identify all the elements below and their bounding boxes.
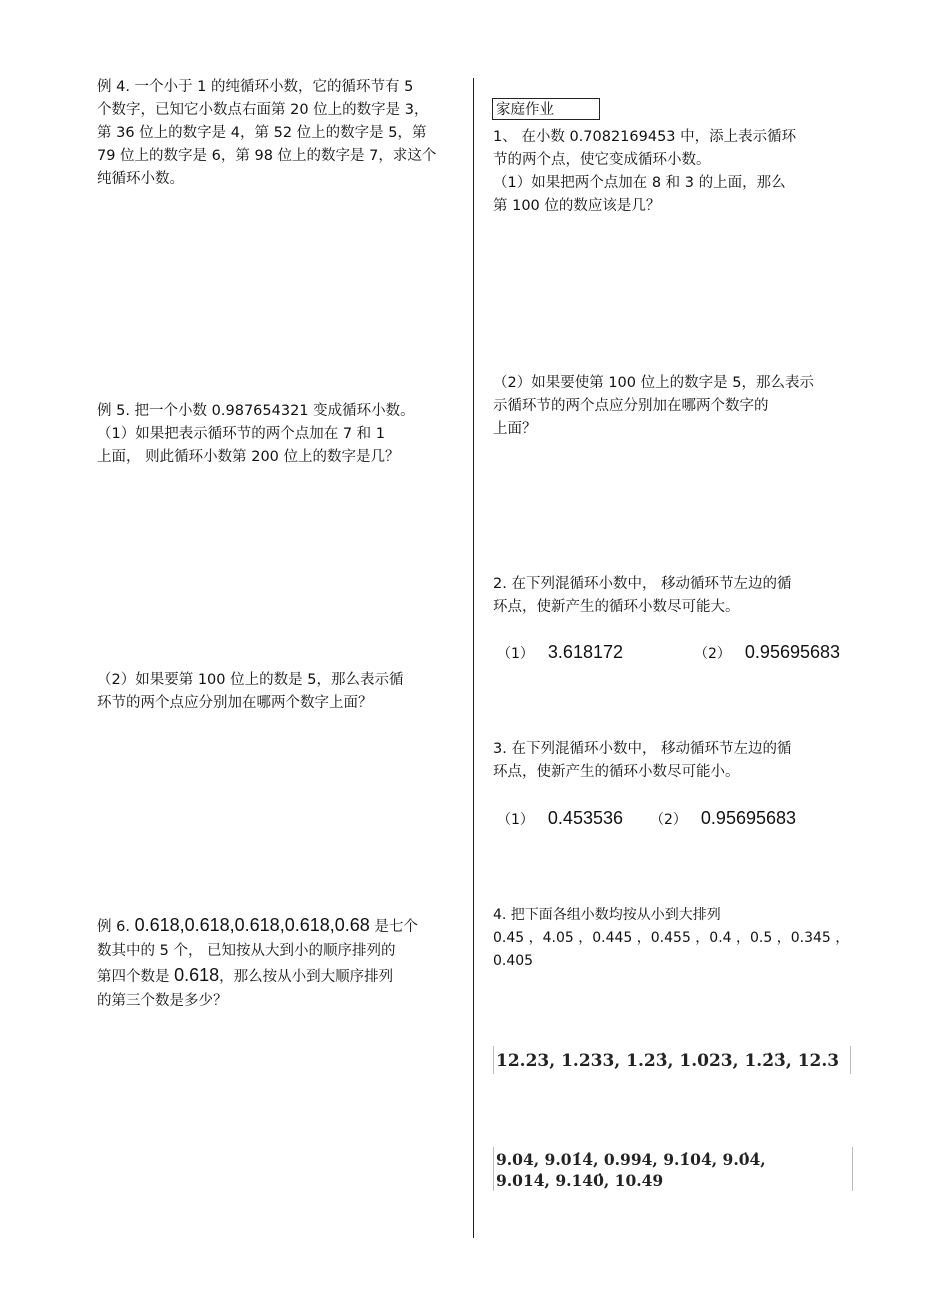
decimal-set-line: 9.04, 9.01̇4̇, 0.994, 9.1̇04̇, 9.0̇4̇, bbox=[496, 1150, 766, 1169]
example-6-text: 第四个数是 bbox=[97, 969, 175, 985]
question-1-part-2 bbox=[493, 372, 814, 441]
item-value: 0.95695683 bbox=[744, 642, 841, 662]
question-4 bbox=[493, 904, 849, 973]
item-label: （1） bbox=[497, 646, 534, 662]
question-3-item bbox=[497, 808, 623, 829]
question-1-line: 第 100 位的数应该是几？ bbox=[493, 198, 661, 214]
example-6-line: 数其中的 5 个， 已知按从大到小的顺序排列的 bbox=[97, 943, 396, 959]
question-1-part-2-line: 示循环节的两个点应分别加在哪两个数字的 bbox=[493, 398, 769, 414]
example-4-line: 纯循环小数。 bbox=[97, 171, 184, 187]
example-5 bbox=[97, 400, 415, 469]
question-2-line: 环点，使新产生的循环小数尽可能大。 bbox=[493, 599, 740, 615]
question-2-item bbox=[694, 642, 840, 663]
example-4 bbox=[97, 76, 436, 191]
decimal-set-image-1: 12.23, 1.233, 1.23̇, 1.023, 1.2̇3̇, 12.3 bbox=[493, 1046, 851, 1074]
item-value: 0.95695683 bbox=[700, 808, 797, 828]
decimal-set-image-2 bbox=[493, 1147, 853, 1191]
question-1-part-2-line: 上面？ bbox=[493, 421, 537, 437]
example-6-text: ，那么按从小到大顺序排列 bbox=[219, 969, 394, 985]
question-1-line: 1、 在小数 0.7082169453 中，添上表示循环 bbox=[493, 129, 797, 145]
question-2-item bbox=[497, 642, 623, 663]
question-4-line: 0.405 bbox=[493, 953, 534, 969]
example-6-line: 的第三个数是多少？ bbox=[97, 993, 228, 1009]
example-5-part-2-line: 环节的两个点应分别加在哪两个数字上面？ bbox=[97, 695, 373, 711]
item-label: （1） bbox=[497, 812, 534, 828]
example-6 bbox=[97, 913, 418, 1013]
example-4-line: 例 4. 一个小于 1 的纯循环小数，它的循环节有 5 bbox=[97, 79, 414, 95]
question-4-line: 0.45 ，4.05 ，0.445 ，0.455 ，0.4 ，0.5 ，0.345 ， bbox=[493, 930, 850, 946]
question-3-item bbox=[650, 808, 796, 829]
example-5-line: （1）如果把表示循环节的两个点加在 7 和 1 bbox=[97, 426, 386, 442]
question-1-line: 节的两个点，使它变成循环小数。 bbox=[493, 152, 711, 168]
question-1-line: （1）如果把两个点加在 8 和 3 的上面，那么 bbox=[493, 175, 786, 191]
question-2-line: 2. 在下列混循环小数中， 移动循环节左边的循 bbox=[493, 576, 792, 592]
example-4-line: 第 36 位上的数字是 4，第 52 位上的数字是 5，第 bbox=[97, 125, 427, 141]
column-divider bbox=[473, 78, 474, 1238]
homework-title: 家庭作业 bbox=[492, 98, 600, 120]
question-3-line: 3. 在下列混循环小数中， 移动循环节左边的循 bbox=[493, 741, 792, 757]
example-6-text: 是七个 bbox=[369, 919, 418, 935]
example-4-line: 79 位上的数字是 6，第 98 位上的数字是 7，求这个 bbox=[97, 148, 437, 164]
question-3 bbox=[493, 738, 792, 784]
decimal-set-line: 9.014̇, 9.140̇, 10.49 bbox=[496, 1171, 664, 1190]
example-5-line: 上面， 则此循环小数第 200 位上的数字是几？ bbox=[97, 449, 400, 465]
item-label: （2） bbox=[694, 646, 731, 662]
example-5-part-2-line: （2）如果要第 100 位上的数是 5，那么表示循 bbox=[97, 672, 404, 688]
question-4-line: 4. 把下面各组小数均按从小到大排列 bbox=[493, 907, 721, 923]
example-5-line: 例 5. 把一个小数 0.987654321 变成循环小数。 bbox=[97, 403, 415, 419]
item-value: 3.618172 bbox=[547, 642, 623, 662]
item-label: （2） bbox=[650, 812, 687, 828]
question-2 bbox=[493, 573, 792, 619]
example-6-prefix: 例 6. bbox=[97, 919, 135, 935]
example-4-line: 个数字，已知它小数点右面第 20 位上的数字是 3， bbox=[97, 102, 429, 118]
question-3-line: 环点，使新产生的循环小数尽可能小。 bbox=[493, 764, 740, 780]
question-1-part-2-line: （2）如果要使第 100 位上的数字是 5，那么表示 bbox=[493, 375, 814, 391]
question-1 bbox=[493, 126, 796, 218]
example-6-numbers: 0.618,0.618,0.618,0.618,0.68 bbox=[134, 915, 370, 935]
item-value: 0.453536 bbox=[547, 808, 623, 828]
example-5-part-2 bbox=[97, 669, 403, 715]
example-6-number: 0.618 bbox=[174, 965, 220, 985]
